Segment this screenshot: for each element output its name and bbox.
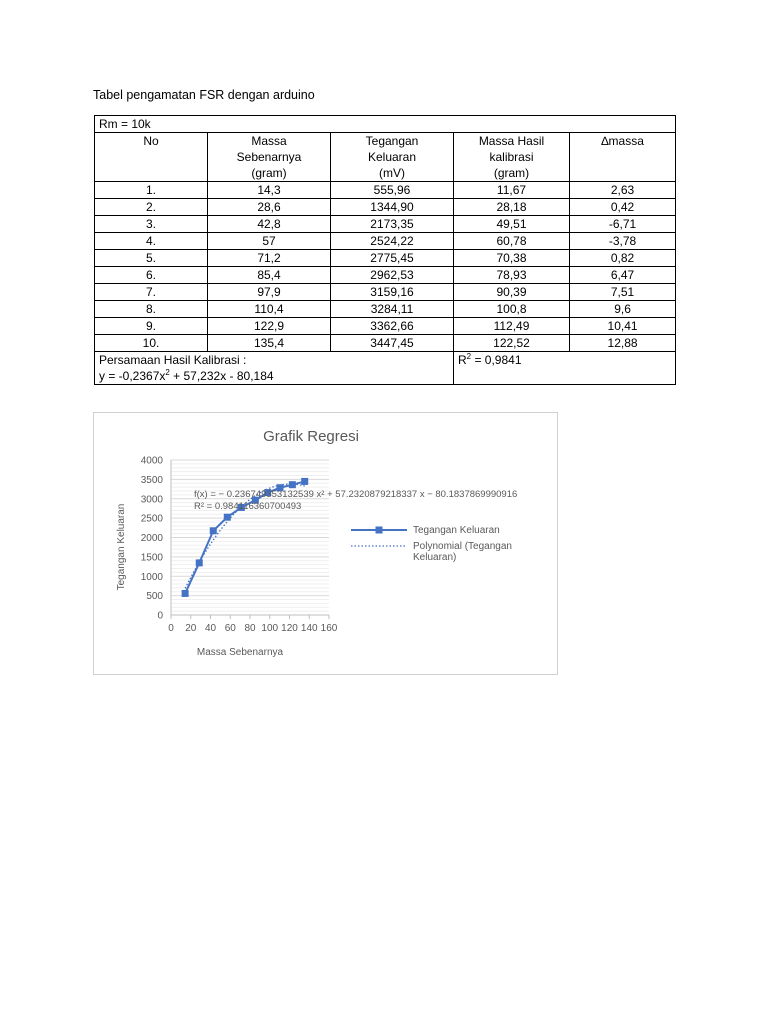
table-row <box>95 182 676 199</box>
data-point <box>224 514 231 521</box>
cell-delta: 0,82 <box>570 250 676 267</box>
header-no: No <box>95 133 208 182</box>
data-point <box>289 481 296 488</box>
cell-tegangan: 2775,45 <box>331 250 454 267</box>
cell-no: 8. <box>95 301 208 318</box>
cell-massa: 110,4 <box>208 301 331 318</box>
y-tick-label: 1500 <box>140 552 163 564</box>
y-tick-label: 3000 <box>140 494 163 506</box>
table-row <box>95 233 676 250</box>
cell-no: 4. <box>95 233 208 250</box>
x-tick-label: 100 <box>261 623 279 634</box>
cell-tegangan: 3284,11 <box>331 301 454 318</box>
data-point <box>301 478 308 485</box>
x-tick-label: 140 <box>300 623 318 634</box>
y-tick-label: 3500 <box>140 474 163 486</box>
y-tick-label: 4000 <box>140 455 163 467</box>
cell-delta: 10,41 <box>570 318 676 335</box>
cell-massa: 14,3 <box>208 182 331 199</box>
cell-hasil: 28,18 <box>454 199 570 216</box>
x-tick-label: 40 <box>204 623 217 634</box>
header-delta: ∆massa <box>570 133 676 182</box>
table-row <box>95 199 676 216</box>
cell-hasil: 60,78 <box>454 233 570 250</box>
table-row <box>95 301 676 318</box>
cell-tegangan: 2962,53 <box>331 267 454 284</box>
chart-annotation-r2: R² = 0.984116360700493 <box>194 501 302 512</box>
regression-chart <box>93 412 558 675</box>
table-row <box>95 284 676 301</box>
cell-tegangan: 3362,66 <box>331 318 454 335</box>
header-massa-hasil: Massa Hasil kalibrasi (gram) <box>454 133 570 182</box>
y-tick-label: 0 <box>157 610 163 622</box>
x-tick-label: 160 <box>320 623 338 634</box>
cell-delta: 6,47 <box>570 267 676 284</box>
chart-legend <box>351 525 512 563</box>
x-tick-label: 0 <box>168 623 174 634</box>
equation-text: $y = -0,2367x^2 + 57,232x - 80,184$ <box>99 368 274 383</box>
legend-series-label: Tegangan Keluaran <box>413 525 500 536</box>
equation-label: Persamaan Hasil Kalibrasi : <box>99 353 247 367</box>
cell-tegangan: 3159,16 <box>331 284 454 301</box>
y-axis-label: Tegangan Keluaran <box>116 503 127 591</box>
cell-hasil: 49,51 <box>454 216 570 233</box>
cell-delta: 2,63 <box>570 182 676 199</box>
cell-no: 9. <box>95 318 208 335</box>
table-row <box>95 250 676 267</box>
table-row <box>95 216 676 233</box>
legend-trend-label: Polynomial (Tegangan <box>413 541 512 552</box>
x-tick-label: 80 <box>244 623 256 634</box>
cell-no: 6. <box>95 267 208 284</box>
cell-massa: 135,4 <box>208 335 331 352</box>
data-point <box>196 559 203 566</box>
legend-trend-label-cont: Keluaran) <box>413 552 457 563</box>
cell-hasil: 70,38 <box>454 250 570 267</box>
x-tick-label: 20 <box>185 623 197 634</box>
legend-series-marker <box>376 527 383 534</box>
header-row <box>95 133 676 182</box>
cell-hasil: 90,39 <box>454 284 570 301</box>
cell-hasil: 78,93 <box>454 267 570 284</box>
cell-no: 5. <box>95 250 208 267</box>
cell-hasil: 122,52 <box>454 335 570 352</box>
equation-cell <box>95 352 454 385</box>
table-caption: Tabel pengamatan FSR dengan arduino <box>93 88 315 102</box>
cell-no: 7. <box>95 284 208 301</box>
cell-delta: 7,51 <box>570 284 676 301</box>
x-tick-label: 120 <box>281 623 298 634</box>
cell-massa: 28,6 <box>208 199 331 216</box>
cell-hasil: 11,67 <box>454 182 570 199</box>
x-tick-label: 60 <box>224 623 236 634</box>
cell-delta: 9,6 <box>570 301 676 318</box>
cell-massa: 97,9 <box>208 284 331 301</box>
y-tick-label: 500 <box>146 591 163 603</box>
y-tick-label: 2000 <box>140 533 163 544</box>
cell-massa: 71,2 <box>208 250 331 267</box>
header-massa: Massa Sebenarnya (gram) <box>208 133 331 182</box>
table-row <box>95 267 676 284</box>
header-tegangan: Tegangan Keluaran (mV) <box>331 133 454 182</box>
chart-annotation-equation: f(x) = − 0.236749353132539 x² + 57.2320879218337 x − 80.1837869990916 <box>194 489 518 500</box>
data-point <box>182 590 189 597</box>
observation-table <box>94 115 676 385</box>
cell-massa: 122,9 <box>208 318 331 335</box>
cell-tegangan: 2524,22 <box>331 233 454 250</box>
x-axis-label: Massa Sebenarnya <box>196 647 284 658</box>
data-point <box>210 527 217 534</box>
cell-no: 10. <box>95 335 208 352</box>
cell-delta: -6,71 <box>570 216 676 233</box>
table-row <box>95 318 676 335</box>
chart-title: Grafik Regresi <box>263 428 359 445</box>
cell-hasil: 112,49 <box>454 318 570 335</box>
cell-tegangan: 3447,45 <box>331 335 454 352</box>
cell-tegangan: 1344,90 <box>331 199 454 216</box>
cell-hasil: 100,8 <box>454 301 570 318</box>
r2-cell: $R^2 = 0,9841$ <box>454 352 676 385</box>
cell-delta: 0,42 <box>570 199 676 216</box>
cell-no: 1. <box>95 182 208 199</box>
cell-delta: 12,88 <box>570 335 676 352</box>
cell-massa: 42,8 <box>208 216 331 233</box>
table-row <box>95 335 676 352</box>
cell-massa: 85,4 <box>208 267 331 284</box>
cell-massa: 57 <box>208 233 331 250</box>
cell-no: 2. <box>95 199 208 216</box>
y-tick-label: 1000 <box>140 571 163 583</box>
cell-delta: -3,78 <box>570 233 676 250</box>
chart-svg <box>94 413 557 674</box>
cell-tegangan: 2173,35 <box>331 216 454 233</box>
cell-tegangan: 555,96 <box>331 182 454 199</box>
cell-no: 3. <box>95 216 208 233</box>
y-tick-label: 2500 <box>140 513 163 525</box>
rm-label: Rm = 10k <box>95 116 676 133</box>
